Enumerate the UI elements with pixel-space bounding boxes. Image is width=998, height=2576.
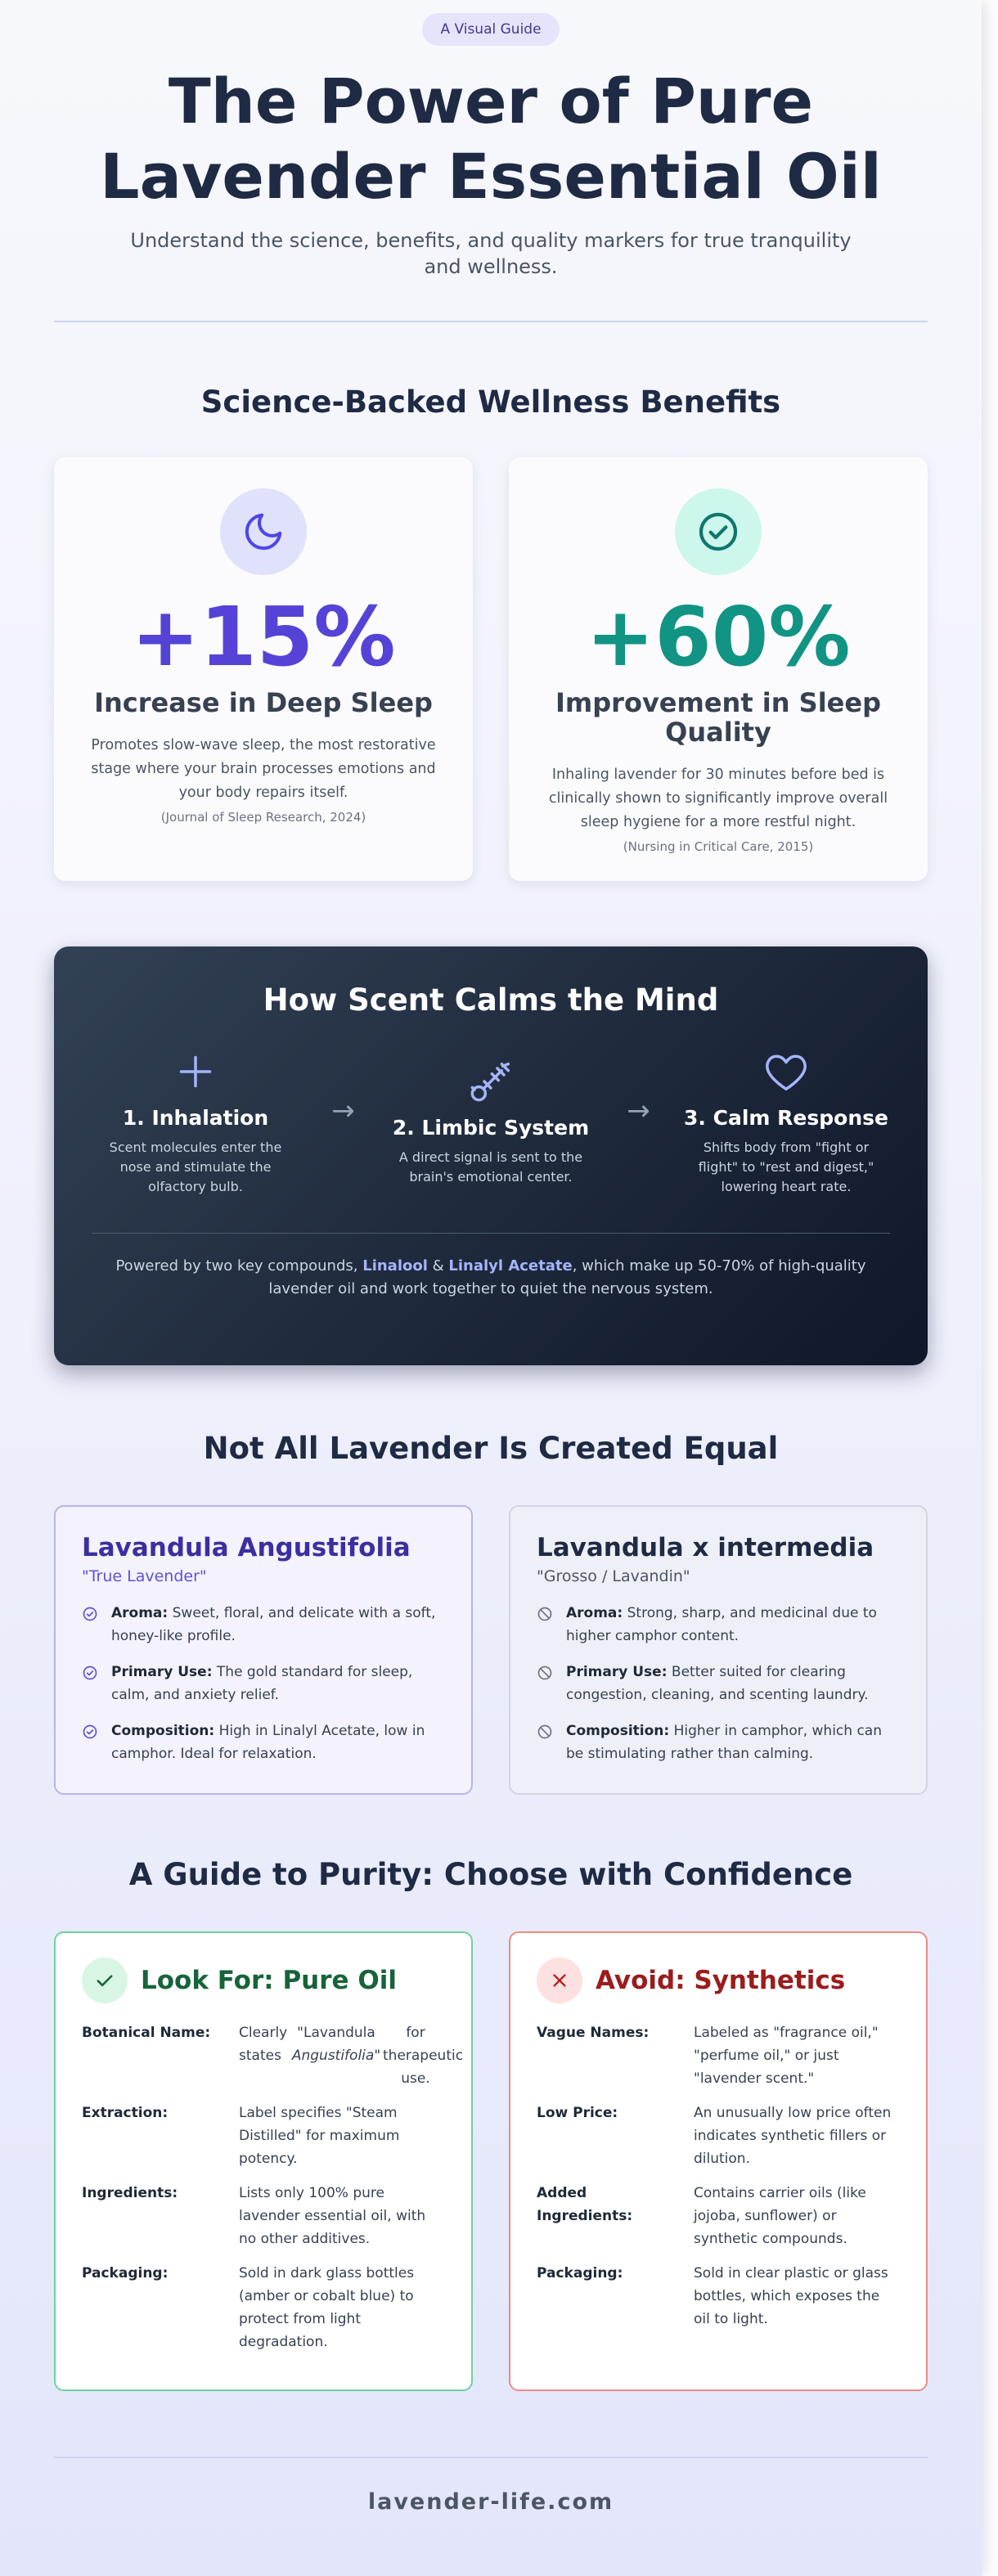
lavandin-card <box>509 1505 928 1795</box>
trait-text <box>111 1661 445 1706</box>
card-heading: Look For: Pure Oil <box>141 1966 397 1995</box>
guide-badge: A Visual Guide <box>422 13 559 46</box>
compound-linalool: Linalool <box>362 1257 428 1275</box>
page-title-line1: The Power of Pure <box>168 65 814 137</box>
list-item <box>82 2102 445 2170</box>
criteria-list <box>82 2021 464 2353</box>
check-circle-icon <box>82 1720 111 1747</box>
lavender-comparison <box>54 1505 928 1795</box>
criteria-value: Labeled as "fragrance oil," "perfume oil," or just "lavender scent." <box>694 2025 879 2087</box>
list-item <box>82 1720 445 1765</box>
criteria-label: Ingredients: <box>82 2185 178 2201</box>
arrow-right-icon: → <box>331 1095 355 1127</box>
species-alias: "True Lavender" <box>82 1567 207 1585</box>
criteria-label: Added Ingredients: <box>537 2185 633 2224</box>
page-subtitle: Understand the science, benefits, and quality markers for true tranquility and wellness. <box>130 229 852 278</box>
calm-title: How Scent Calms the Mind <box>263 982 719 1018</box>
benefit-source: (Nursing in Critical Care, 2015) <box>623 839 814 854</box>
benefits-title: Science-Backed Wellness Benefits <box>200 384 781 420</box>
card-heading: Avoid: Synthetics <box>596 1966 846 1995</box>
criteria-label: Botanical Name: <box>82 2025 211 2041</box>
compounds-note-suffix: , which make up 50-70% of high-quality lavender oil and work together to quiet the nervous system. <box>268 1257 866 1297</box>
header-divider <box>54 321 928 322</box>
check-circle-icon <box>82 1602 111 1630</box>
step-title: 2. Limbic System <box>392 1116 590 1140</box>
trait-value: Higher in camphor, which can be stimulating rather than calming. <box>566 1723 882 1762</box>
moon-icon <box>220 488 307 575</box>
calm-divider <box>92 1233 890 1234</box>
list-item <box>82 2262 445 2353</box>
step-inhalation <box>92 1045 299 1197</box>
trait-text <box>111 1720 445 1765</box>
comparison-title: Not All Lavender Is Created Equal <box>203 1431 779 1466</box>
page-title-line2: Lavender Essential Oil <box>100 140 882 213</box>
card-header <box>82 1958 445 2003</box>
botanical-quote-close: " <box>374 2048 381 2064</box>
species-alias: "Grosso / Lavandin" <box>537 1567 690 1585</box>
criteria-label: Packaging: <box>537 2265 623 2282</box>
benefit-description: Promotes slow-wave sleep, the most restorative stage where your brain processes emotions and your body repairs itself. <box>91 737 436 801</box>
compounds-note-prefix: Powered by two key compounds, <box>115 1257 363 1275</box>
compound-linalyl-acetate: Linalyl Acetate <box>448 1257 573 1275</box>
list-item <box>82 2182 445 2250</box>
list-item <box>82 1661 445 1706</box>
pure-oil-card <box>54 1931 473 2391</box>
botanical-part: for therapeutic use. <box>383 2025 464 2087</box>
page-title <box>54 64 928 214</box>
header <box>54 0 928 46</box>
list-item <box>82 1602 445 1648</box>
prohibited-icon <box>537 1720 566 1747</box>
benefit-stat: +60% <box>586 589 851 685</box>
trait-text <box>566 1602 900 1648</box>
purity-guide <box>54 1931 928 2391</box>
criteria-label: Low Price: <box>537 2105 618 2121</box>
compounds-note <box>110 1255 871 1301</box>
criteria-value: An unusually low price often indicates synthetic fillers or dilution. <box>694 2105 892 2167</box>
check-circle-icon <box>675 488 762 575</box>
step-limbic-system <box>387 1045 595 1187</box>
criteria-label: Vague Names: <box>537 2025 650 2041</box>
trait-value: The gold standard for sleep, calm, and anxiety relief. <box>111 1664 413 1703</box>
list-item <box>537 2262 900 2331</box>
calm-steps <box>54 1045 928 1197</box>
criteria-value: Label specifies "Steam Distilled" for maximum potency. <box>239 2105 400 2167</box>
botanical-part: Clearly states <box>239 2025 288 2064</box>
benefit-heading: Increase in Deep Sleep <box>94 687 433 718</box>
prohibited-icon <box>537 1661 566 1688</box>
benefit-stat: +15% <box>131 589 396 685</box>
step-text: Scent molecules enter the nose and stimulate the olfactory bulb. <box>109 1140 282 1194</box>
criteria-value <box>239 2021 464 2090</box>
arrow-right-icon: → <box>627 1095 650 1127</box>
benefit-description: Inhaling lavender for 30 minutes before bed is clinically shown to significantly improve overall sleep hygiene for a more restful night. <box>548 767 888 830</box>
criteria-value: Sold in clear plastic or glass bottles, which exposes the oil to light. <box>694 2265 888 2327</box>
footer-divider <box>54 2457 928 2458</box>
trait-label: Composition: <box>111 1723 215 1739</box>
list-item <box>537 2021 900 2090</box>
trait-label: Primary Use: <box>566 1664 668 1680</box>
trait-label: Aroma: <box>566 1605 623 1621</box>
trait-value: Sweet, floral, and delicate with a soft, honey-like profile. <box>111 1605 436 1644</box>
card-header <box>537 1958 900 2003</box>
how-scent-calms-panel <box>54 946 928 1365</box>
step-text: A direct signal is sent to the brain's emotional center. <box>398 1149 583 1185</box>
species-name: Lavandula x intermedia <box>537 1533 874 1562</box>
trait-text <box>566 1661 900 1706</box>
trait-value: High in Linalyl Acetate, low in camphor. Ideal for relaxation. <box>111 1723 425 1762</box>
trait-text <box>566 1720 900 1765</box>
step-title: 3. Calm Response <box>684 1106 888 1130</box>
list-item <box>537 1602 900 1648</box>
synthetics-card <box>509 1931 928 2391</box>
criteria-label: Extraction: <box>82 2105 169 2121</box>
x-icon <box>537 1958 582 2003</box>
botanical-quote-open: "Lavandula <box>297 2025 375 2041</box>
list-item <box>537 1720 900 1765</box>
botanical-species <box>290 2021 383 2090</box>
criteria-label: Packaging: <box>82 2265 169 2282</box>
benefit-source: (Journal of Sleep Research, 2024) <box>160 810 366 825</box>
trait-text <box>111 1602 445 1648</box>
benefits-grid <box>54 457 928 881</box>
trait-list <box>537 1602 900 1765</box>
prohibited-icon <box>537 1602 566 1630</box>
criteria-value: Contains carrier oils (like jojoba, sunflower) or synthetic compounds. <box>694 2185 866 2247</box>
benefit-card-deep-sleep <box>54 457 473 881</box>
list-item <box>537 2102 900 2170</box>
signal-icon <box>387 1055 595 1108</box>
checkmark-icon <box>82 1958 128 2003</box>
step-text: Shifts body from "fight or flight" to "rest and digest," lowering heart rate. <box>698 1140 874 1194</box>
list-item <box>537 2182 900 2250</box>
list-item <box>537 1661 900 1706</box>
trait-value: Better suited for clearing congestion, cleaning, and scenting laundry. <box>566 1664 869 1703</box>
criteria-value: Sold in dark glass bottles (amber or cobalt blue) to protect from light degradation. <box>239 2265 415 2350</box>
footer-brand: lavender-life.com <box>367 2489 614 2515</box>
list-item <box>82 2021 464 2090</box>
benefit-card-sleep-quality <box>509 457 928 881</box>
step-title: 1. Inhalation <box>122 1106 269 1130</box>
check-circle-icon <box>82 1661 111 1688</box>
criteria-list <box>537 2021 900 2331</box>
botanical-species-name: Angustifolia <box>291 2048 375 2064</box>
heart-icon <box>682 1045 890 1098</box>
true-lavender-card <box>54 1505 473 1795</box>
benefit-heading: Improvement in Sleep Quality <box>555 687 881 748</box>
trait-label: Aroma: <box>111 1605 169 1621</box>
purity-title: A Guide to Purity: Choose with Confidence <box>128 1857 853 1892</box>
trait-list <box>82 1602 445 1765</box>
trait-label: Composition: <box>566 1723 670 1739</box>
step-calm-response <box>682 1045 890 1197</box>
compounds-note-and: & <box>427 1257 449 1275</box>
criteria-value: Lists only 100% pure lavender essential oil, with no other additives. <box>239 2185 426 2247</box>
trait-label: Primary Use: <box>111 1664 213 1680</box>
species-name: Lavandula Angustifolia <box>82 1533 411 1562</box>
plus-icon <box>92 1045 299 1098</box>
trait-value: Strong, sharp, and medicinal due to higher camphor content. <box>566 1605 877 1644</box>
